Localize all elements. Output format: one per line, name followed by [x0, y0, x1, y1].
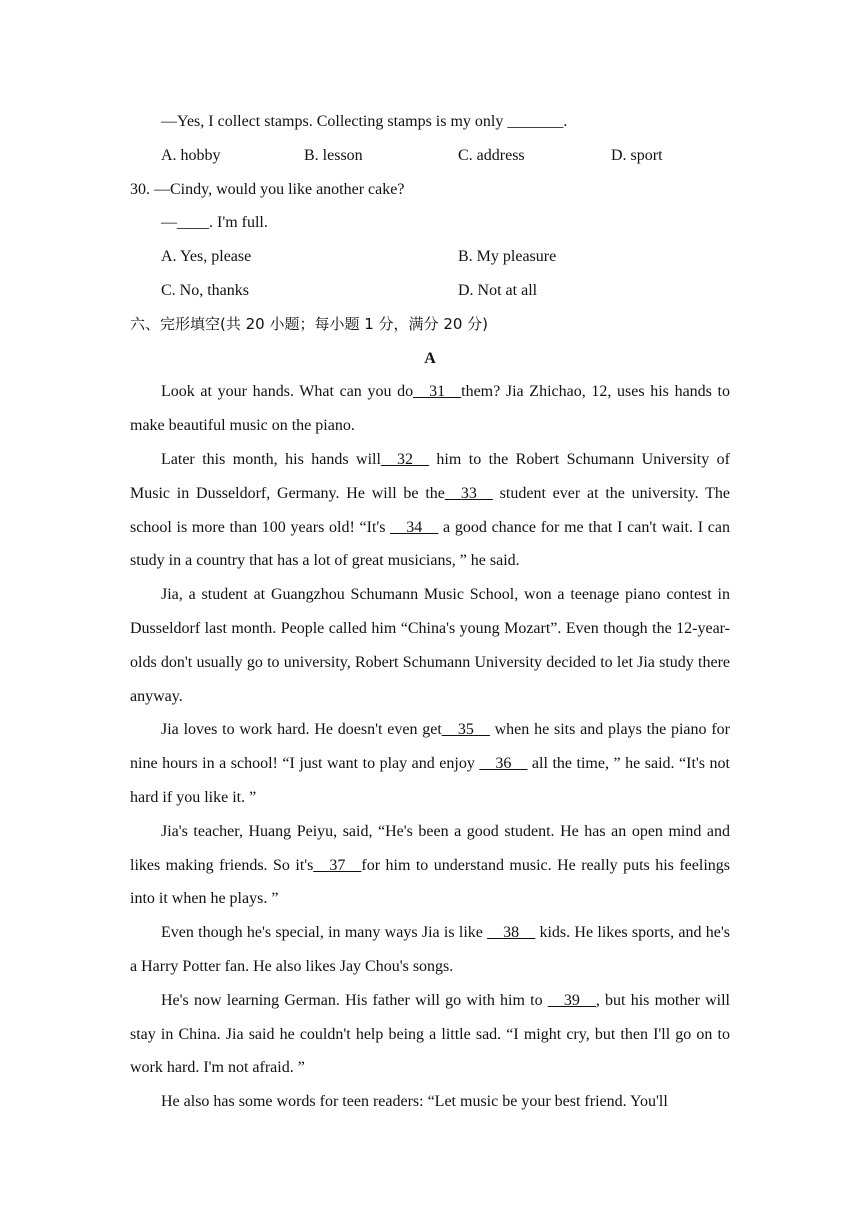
paragraph-4 [130, 713, 730, 814]
blank-31-post: __ [445, 383, 462, 401]
blank-34 [390, 519, 438, 536]
blank-36-post: __ [511, 755, 528, 773]
blank-32-post: __ [412, 450, 429, 468]
section-title: 六、完形填空(共 20 小题；每小题 1 分，满分 20 分) [130, 314, 489, 333]
paragraph-3: Jia, a student at Guangzhou Schumann Music School, won a teenage piano contest in Dusseldorf last month. People called him “China's young Mozart”. Even though the 12-year-olds don't usually go to university, Robert Schumann University decided to let Jia study there anyway. [130, 586, 730, 705]
q30-answer-line: —____. I'm full. [161, 214, 268, 232]
paragraph-5 [130, 815, 730, 916]
p4-text-a: Jia loves to work hard. He doesn't even get [161, 721, 442, 739]
blank-31-number: 31 [429, 383, 446, 401]
paragraph-6 [130, 916, 730, 984]
blank-38-number: 38 [503, 924, 520, 942]
p2-text-a: Later this month, his hands will [161, 450, 381, 468]
blank-34-post: __ [422, 518, 439, 536]
blank-36-pre: __ [479, 755, 496, 773]
blank-32 [381, 451, 429, 468]
blank-37-number: 37 [329, 856, 346, 874]
q29-answer-line: —Yes, I collect stamps. Collecting stamps is my only _______. [161, 113, 568, 130]
p1-text-c: them? Jia Zhichao, 12, uses his hands to make beautiful music on the piano. [130, 383, 730, 435]
blank-32-number: 32 [396, 450, 413, 468]
blank-35-number: 35 [457, 721, 474, 739]
q30-options-row2 [130, 274, 730, 308]
q29-option-d: D. sport [611, 146, 663, 164]
blank-31-pre: __ [413, 383, 430, 401]
p4-text-b: when he sits and plays the piano for nine hours in a school! “I just want to play and enjoy [130, 721, 730, 773]
blank-32-pre: __ [380, 450, 397, 468]
blank-37-post: __ [345, 856, 362, 874]
p5-text-a: Jia's teacher, Huang Peiyu, said, “He's been a good student. He has an open mind and likes making friends. So it's [130, 822, 730, 874]
p1-text-a: Look at your hands. What can you do [161, 383, 414, 401]
p5-text-b: for him to understand music. He really puts his feelings into it when he plays. ” [130, 856, 731, 908]
blank-39-post: __ [579, 991, 596, 1009]
q30-option-b: B. My pleasure [458, 248, 557, 266]
paragraph-1 [130, 375, 730, 443]
q30-question: 30. —Cindy, would you like another cake? [130, 180, 405, 198]
blank-39 [548, 992, 596, 1009]
blank-33-post: __ [476, 484, 493, 502]
q30-option-a: A. Yes, please [161, 248, 252, 266]
blank-38 [487, 924, 535, 941]
blank-39-number: 39 [563, 991, 580, 1009]
q29-option-b: B. lesson [304, 146, 363, 164]
p2-text-c: student ever at the university. The school is more than 100 years old! “It's [130, 484, 730, 536]
paragraph-2 [130, 443, 730, 578]
p4-text-c: all the time, ” he said. “It's not hard if you like it. ” [130, 755, 730, 806]
blank-36-number: 36 [495, 755, 512, 773]
q29-options [130, 139, 730, 173]
paragraph-7 [130, 984, 730, 1085]
p2-text-b: him to the Robert Schumann University of Music in Dusseldorf, Germany. He will be the [130, 450, 730, 502]
p2-text-d: a good chance for me that I can't wait. I can study in a country that has a lot of great musicians, ” he said. [130, 518, 730, 570]
q29-option-a: A. hobby [161, 146, 221, 164]
blank-33-number: 33 [460, 484, 477, 502]
p7-text-b: , but his mother will stay in China. Jia said he couldn't help being a little sad. “I might cry, but then I'll go on to work hard. I'm not afraid. ” [130, 991, 731, 1077]
blank-38-post: __ [519, 924, 536, 942]
q30-option-d: D. Not at all [458, 281, 538, 299]
blank-37-pre: __ [313, 856, 330, 874]
blank-38-pre: __ [487, 924, 504, 942]
blank-35 [442, 721, 490, 738]
blank-34-number: 34 [406, 518, 423, 536]
passage-label: A [424, 349, 436, 367]
blank-33-pre: __ [444, 484, 461, 502]
paragraph-8: He also has some words for teen readers: “Let music be your best friend. You'll [161, 1093, 668, 1111]
blank-35-post: __ [473, 721, 490, 739]
p6-text-a: Even though he's special, in many ways Jia is like [161, 924, 488, 942]
q30-options-row1 [130, 240, 730, 274]
blank-33 [445, 485, 493, 502]
blank-31 [413, 383, 461, 400]
q29-option-c: C. address [458, 146, 525, 164]
blank-39-pre: __ [547, 991, 564, 1009]
q30-option-c: C. No, thanks [161, 281, 249, 299]
p6-text-b: kids. He likes sports, and he's a Harry Potter fan. He also likes Jay Chou's songs. [130, 924, 730, 975]
blank-35-pre: __ [441, 721, 458, 739]
p7-text-a: He's now learning German. His father will go with him to [161, 991, 548, 1009]
exam-page [130, 105, 730, 1119]
blank-34-pre: __ [390, 518, 407, 536]
blank-36 [479, 755, 527, 772]
blank-37 [313, 857, 361, 874]
